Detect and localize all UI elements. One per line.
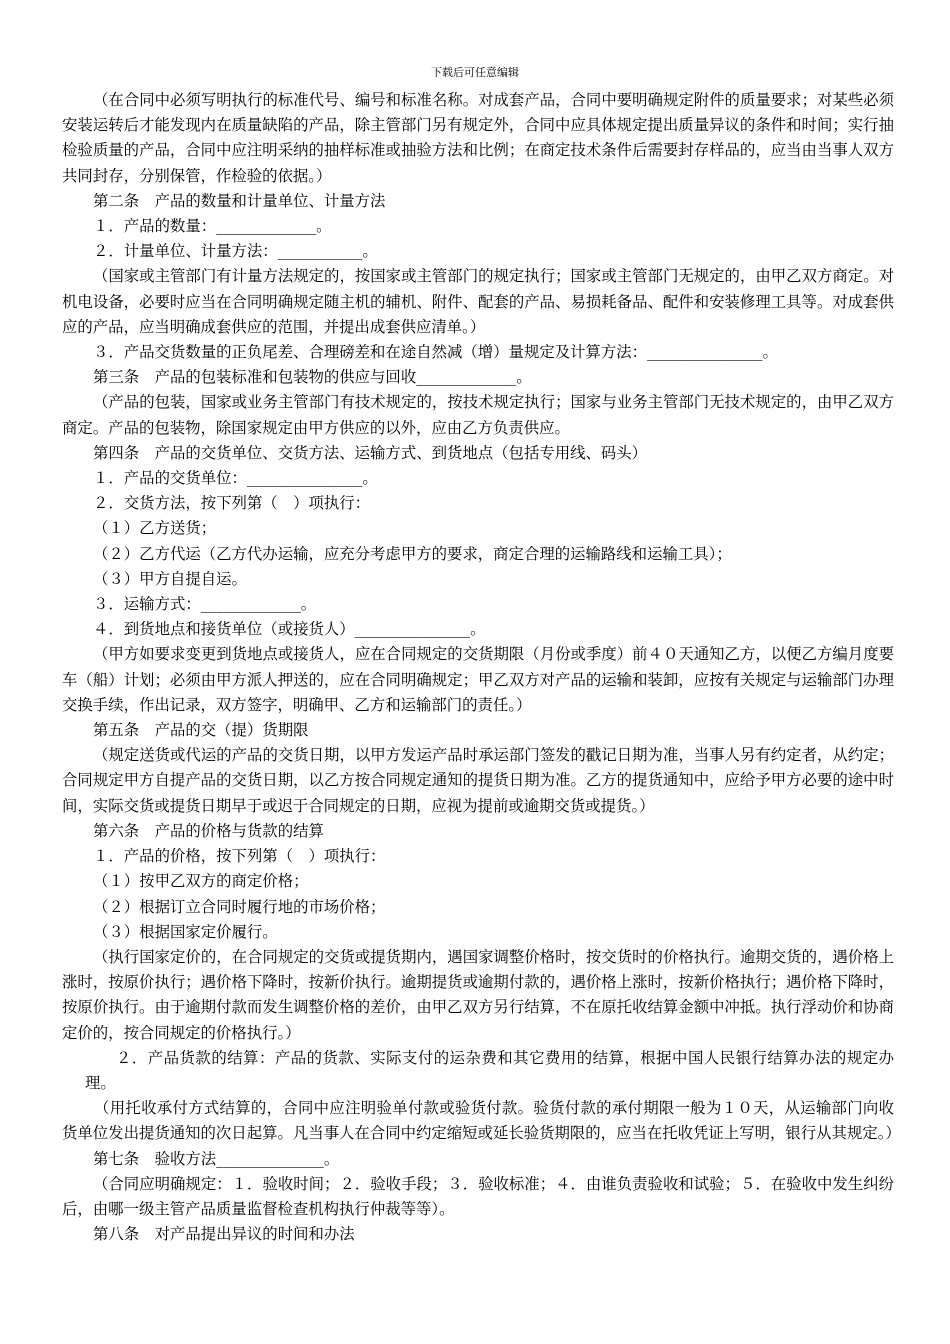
article-2-item-1: １．产品的数量：_____________。 — [93, 217, 332, 236]
article-2-item-3: ３．产品交货数量的正负尾差、合理磅差和在途自然减（增）量规定及计算方法：_______________。 — [93, 343, 778, 362]
article-6-option-2: （２）根据订立合同时履行地的市场价格； — [93, 897, 386, 916]
article-6-item-2: ２．产品货款的结算：产品的货款、实际支付的运杂费和其它费用的结算，根据中国人民银行结算办法的规定办理。 — [85, 1048, 894, 1092]
article-6-price-note: （执行国家定价的，在合同规定的交货或提货期内，遇国家调整价格时，按交货时的价格执行。逾期交货的，遇价格上涨时，按原价执行；遇价格下降时，按新价执行。逾期提货或逾期付款的，遇价格上涨时，按新价格执行；遇价格下降时，按原价执行。由于逾期付款而发生调整价格的差价，由甲乙双方另行结算，不在原托收结算金额中冲抵。执行浮动价和协商定价的，按合同规定的价格执行。） — [62, 947, 894, 1042]
article-6-option-1: （１）按甲乙双方的商定价格； — [93, 872, 309, 891]
article-6-heading: 第六条 产品的价格与货款的结算 — [93, 821, 324, 840]
article-2-item-2: ２．计量单位、计量方法：___________。 — [93, 242, 378, 261]
article-4-heading: 第四条 产品的交货单位、交货方法、运输方式、到货地点（包括专用线、码头） — [93, 443, 648, 462]
article-8-heading: 第八条 对产品提出异议的时间和办法 — [93, 1225, 355, 1244]
paragraph-quality-note: （在合同中必须写明执行的标准代号、编号和标准名称。对成套产品，合同中要明确规定附件的质量要求；对某些必须安装运转后才能发现内在质量缺陷的产品，除主管部门另有规定外，合同中应具体规定提出质量异议的条件和时间；实行抽 检验质量的产品，合同中应注明采纳的抽样标准或抽验方法和比例；在商定技术条件后需要封存样品的，应当由当事人双方共同封存，分别保管，作检验的依据。） — [62, 91, 894, 185]
article-5-heading: 第五条 产品的交（提）货期限 — [93, 721, 309, 740]
article-4-option-1: （１）乙方送货； — [93, 519, 217, 538]
article-3-heading: 第三条 产品的包装标准和包装物的供应与回收_____________。 — [93, 368, 532, 387]
article-6-item-1: １．产品的价格，按下列第（ ）项执行： — [93, 847, 386, 866]
article-4-option-3: （３）甲方自提自运。 — [93, 569, 247, 588]
article-4-item-4: ４．到货地点和接货单位（或接货人）_______________。 — [93, 620, 486, 639]
article-7-note: （合同应明确规定：１．验收时间；２．验收手段；３．验收标准；４．由谁负责验收和试验；５．在验收中发生纠纷后，由哪一级主管产品质量监督检查机构执行仲裁等等）。 — [62, 1174, 894, 1218]
article-4-item-2: ２．交货方法，按下列第（ ）项执行： — [93, 494, 371, 513]
page-header: 下载后可任意编辑 — [431, 66, 519, 79]
article-7-heading: 第七条 验收方法______________。 — [93, 1149, 340, 1168]
contract-body — [62, 88, 901, 1247]
article-4-item-3: ３．运输方式：_____________。 — [93, 595, 317, 614]
article-4-option-2: （２）乙方代运（乙方代办运输，应充分考虑甲方的要求，商定合理的运输路线和运输工具）； — [93, 544, 732, 563]
article-3-note: （产品的包装，国家或业务主管部门有技术规定的，按技术规定执行；国家与业务主管部门无技术规定的，由甲乙双方商定。产品的包装物，除国家规定由甲方供应的以外，应由乙方负责供应。 — [62, 393, 894, 437]
article-6-option-3: （３）根据国家定价履行。 — [93, 922, 278, 941]
article-6-settlement-note: （用托收承付方式结算的，合同中应注明验单付款或验货付款。验货付款的承付期限一般为１０天，从运输部门向收货单位发出提货通知的次日起算。凡当事人在合同中约定缩短或延长验货期限的，应当在托收凭证上写明，银行从其规定。） — [62, 1099, 901, 1143]
article-4-item-1: １．产品的交货单位：_______________。 — [93, 469, 378, 488]
article-5-note: （规定送货或代运的产品的交货日期，以甲方发运产品时承运部门签发的戳记日期为准，当事人另有约定者，从约定；合同规定甲方自提产品的交货日期，以乙方按合同规定通知的提货日期为准。乙方的提货通知中，应给予甲方必要的途中时间，实际交货或提货日期早于或迟于合同规定的日期，应视为提前或逾期交货或提货。） — [62, 746, 894, 815]
article-2-heading: 第二条 产品的数量和计量单位、计量方法 — [93, 191, 386, 210]
article-4-note: （甲方如要求变更到货地点或接货人，应在合同规定的交货期限（月份或季度）前４０天通知乙方，以便乙方编月度要车（船）计划；必须由甲方派人押送的，应在合同明确规定；甲乙双方对产品的运输和装卸，应按有关规定与运输部门办理交换手续，作出记录，双方签字，明确甲、乙方和运输部门的责任。） — [62, 645, 894, 714]
article-2-note: （国家或主管部门有计量方法规定的，按国家或主管部门的规定执行；国家或主管部门无规定的，由甲乙双方商定。对机电设备，必要时应当在合同明确规定随主机的辅机、附件、配套的产品、易损耗备品、配件和安装修理工具等。对成套供应的产品，应当明确成套供应的范围，并提出成套供应清单。） — [62, 267, 894, 336]
